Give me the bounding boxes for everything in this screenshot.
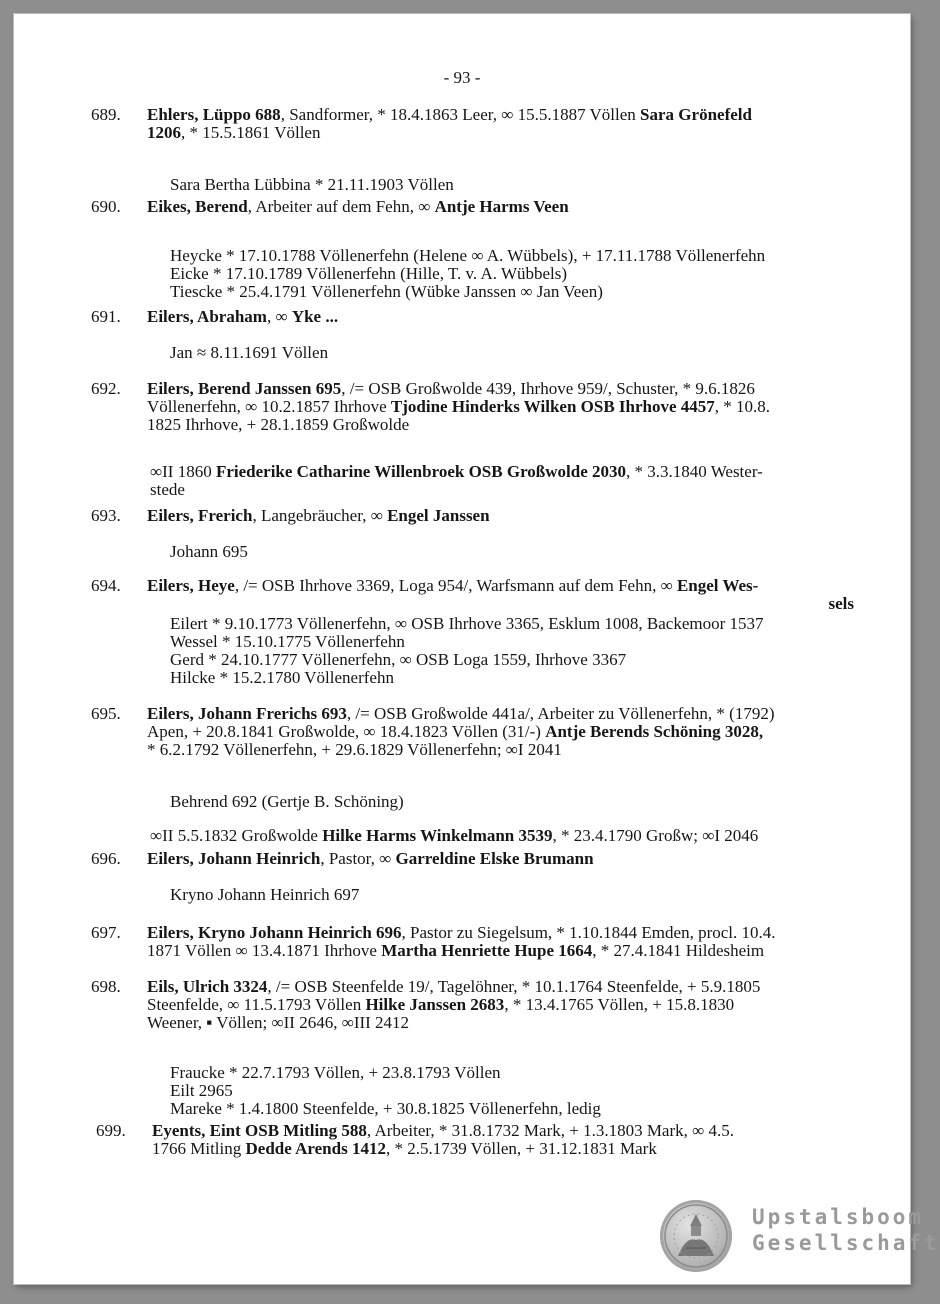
logo-line-2: Gesellschaft [752, 1231, 940, 1255]
child-line: Johann 695 [170, 542, 248, 561]
spouse-details: , * 27.4.1841 Hildesheim [592, 941, 765, 960]
person-details: , /= OSB Großwolde 441a/, Arbeiter zu Völlenerfehn, * (1792) [346, 704, 775, 723]
person-details: , Langebräucher, ∞ [252, 506, 388, 525]
person-details: , /= OSB Ihrhove 3369, Loga 954/, Warfsmann auf dem Fehn, ∞ [234, 576, 677, 595]
entry-text [147, 308, 867, 326]
person-name: Eilers, Johann Heinrich [147, 849, 321, 868]
entry-number: 691. [91, 307, 121, 326]
spouse-details-cont: 1825 Ihrhove, + 28.1.1859 Großwolde [147, 415, 410, 434]
entry-text [147, 198, 867, 216]
second-marriage [150, 827, 870, 845]
spouse-name: Martha Henriette Hupe 1664 [381, 941, 593, 960]
child-line: Eilert * 9.10.1773 Völlenerfehn, ∞ OSB Ihrhove 3365, Esklum 1008, Backemoor 1537 [170, 614, 764, 633]
spouse-name: Tjodine Hinderks Wilken OSB Ihrhove 4457 [390, 397, 715, 416]
person-details: , Pastor, ∞ [320, 849, 396, 868]
person-details: , /= OSB Steenfelde 19/, Tagelöhner, * 10.1.1764 Steenfelde, + 5.9.1805 [267, 977, 761, 996]
entry-number: 690. [91, 197, 121, 216]
spouse-details: , * 23.4.1790 Großw; ∞I 2046 [552, 826, 759, 845]
child-line: Eicke * 17.10.1789 Völlenerfehn (Hille, T. v. A. Wübbels) [170, 264, 568, 283]
society-logo [660, 1200, 940, 1276]
spouse-name: Garreldine Elske Brumann [395, 849, 594, 868]
document-page [14, 14, 940, 1284]
person-name: Eilers, Johann Frerichs 693 [147, 704, 347, 723]
person-name: Eilers, Berend Janssen 695 [147, 379, 342, 398]
children-list [170, 793, 870, 811]
entry-text [147, 380, 867, 434]
person-name: Eilers, Frerich [147, 506, 253, 525]
spouse-name: Yke ... [291, 307, 339, 326]
person-details: , ∞ [266, 307, 292, 326]
child-line: Mareke * 1.4.1800 Steenfelde, + 30.8.1825 Völlenerfehn, ledig [170, 1099, 601, 1118]
child-line: Kryno Johann Heinrich 697 [170, 885, 360, 904]
marriage-details: Völlenerfehn, ∞ 10.2.1857 Ihrhove [147, 397, 391, 416]
logo-line-1: Upstalsboom [752, 1205, 925, 1229]
spouse-name: Engel Wes- [676, 576, 759, 595]
person-name: Eyents, Eint OSB Mitling 588 [152, 1121, 367, 1140]
marriage-details: 1766 Mitling [152, 1139, 246, 1158]
spouse-name: Friederike Catharine Willenbroek OSB Großwolde 2030 [215, 462, 627, 481]
child-line: Jan ≈ 8.11.1691 Völlen [170, 343, 329, 362]
children-list [170, 1064, 870, 1118]
person-name: Eikes, Berend [147, 197, 248, 216]
logo-text [752, 1204, 940, 1256]
person-details: , Arbeiter auf dem Fehn, ∞ [247, 197, 435, 216]
spouse-details-cont: stede [150, 480, 185, 499]
spouse-details: , * 3.3.1840 Wester- [626, 462, 763, 481]
entry-text [147, 507, 867, 525]
person-name: Eils, Ulrich 3324 [147, 977, 268, 996]
entry-text [147, 978, 867, 1032]
spouse-name: Engel Janssen [387, 506, 490, 525]
entry-text [147, 850, 867, 868]
child-line: Heycke * 17.10.1788 Völlenerfehn (Helene ∞ A. Wübbels), + 17.11.1788 Völlenerfehn [170, 246, 766, 265]
spouse-ref: 1206 [147, 123, 181, 142]
spouse-name: Sara Grönefeld [640, 105, 752, 124]
spouse-details: * 6.2.1792 Völlenerfehn, + 29.6.1829 Völlenerfehn; ∞I 2041 [147, 740, 562, 759]
child-line: Wessel * 15.10.1775 Völlenerfehn [170, 632, 405, 651]
marriage-details: Apen, + 20.8.1841 Großwolde, ∞ 18.4.1823 Völlen (31/-) [147, 722, 546, 741]
children-list [170, 247, 870, 301]
entry-number: 698. [91, 977, 121, 996]
children-list [170, 344, 870, 362]
spouse-details-cont: Weener, ▪ Völlen; ∞II 2646, ∞III 2412 [147, 1013, 410, 1032]
entry-number: 699. [96, 1121, 126, 1140]
person-name: Eilers, Kryno Johann Heinrich 696 [147, 923, 402, 942]
person-details: , /= OSB Großwolde 439, Ihrhove 959/, Schuster, * 9.6.1826 [341, 379, 755, 398]
marriage-marker: ∞II 5.5.1832 Großwolde [150, 826, 323, 845]
person-details: , Pastor zu Siegelsum, * 1.10.1844 Emden, procl. 10.4. [401, 923, 776, 942]
child-line: Fraucke * 22.7.1793 Völlen, + 23.8.1793 Völlen [170, 1063, 501, 1082]
entry-number: 692. [91, 379, 121, 398]
entry-number: 689. [91, 105, 121, 124]
person-name: Ehlers, Lüppo 688 [147, 105, 281, 124]
entry-text [147, 924, 867, 960]
entry-number: 697. [91, 923, 121, 942]
spouse-name: Dedde Arends 1412 [245, 1139, 386, 1158]
child-line: Eilt 2965 [170, 1081, 233, 1100]
spouse-details: , * 15.5.1861 Völlen [181, 123, 321, 142]
person-name: Eilers, Abraham [147, 307, 267, 326]
entry-text [147, 577, 867, 613]
entry-number: 693. [91, 506, 121, 525]
entry-number: 694. [91, 576, 121, 595]
spouse-name: Hilke Janssen 2683 [365, 995, 505, 1014]
child-line: Gerd * 24.10.1777 Völlenerfehn, ∞ OSB Loga 1559, Ihrhove 3367 [170, 650, 627, 669]
child-line: Behrend 692 (Gertje B. Schöning) [170, 792, 404, 811]
spouse-name: Hilke Harms Winkelmann 3539 [322, 826, 553, 845]
spouse-details: , * 2.5.1739 Völlen, + 31.12.1831 Mark [385, 1139, 657, 1158]
spouse-details: , * 13.4.1765 Völlen, + 15.8.1830 [504, 995, 735, 1014]
marriage-details: Steenfelde, ∞ 11.5.1793 Völlen [147, 995, 366, 1014]
entry-number: 695. [91, 704, 121, 723]
page-number: - 93 - [443, 68, 481, 87]
person-details: , Arbeiter, * 31.8.1732 Mark, + 1.3.1803 Mark, ∞ 4.5. [366, 1121, 735, 1140]
spouse-name: Antje Berends Schöning 3028, [545, 722, 764, 741]
children-list [170, 543, 870, 561]
children-list [170, 886, 870, 904]
spouse-details: , * 10.8. [714, 397, 771, 416]
child-line: Sara Bertha Lübbina * 21.11.1903 Völlen [170, 175, 454, 194]
entry-number: 696. [91, 849, 121, 868]
child-line: Tiescke * 25.4.1791 Völlenerfehn (Wübke Janssen ∞ Jan Veen) [170, 282, 603, 301]
child-line: Hilcke * 15.2.1780 Völlenerfehn [170, 668, 394, 687]
marriage-details: 1871 Völlen ∞ 13.4.1871 Ihrhove [147, 941, 382, 960]
person-details: , Sandformer, * 18.4.1863 Leer, ∞ 15.5.1887 Völlen [280, 105, 641, 124]
entry-text [147, 705, 867, 759]
children-list [170, 176, 870, 194]
entry-text [152, 1122, 872, 1158]
entry-text [147, 106, 867, 142]
spouse-name: Antje Harms Veen [434, 197, 569, 216]
spouse-name-cont: sels [828, 594, 854, 613]
seal-icon [660, 1200, 732, 1272]
second-marriage [150, 463, 870, 499]
marriage-marker: ∞II 1860 [150, 462, 216, 481]
person-name: Eilers, Heye [147, 576, 235, 595]
children-list [170, 615, 870, 687]
